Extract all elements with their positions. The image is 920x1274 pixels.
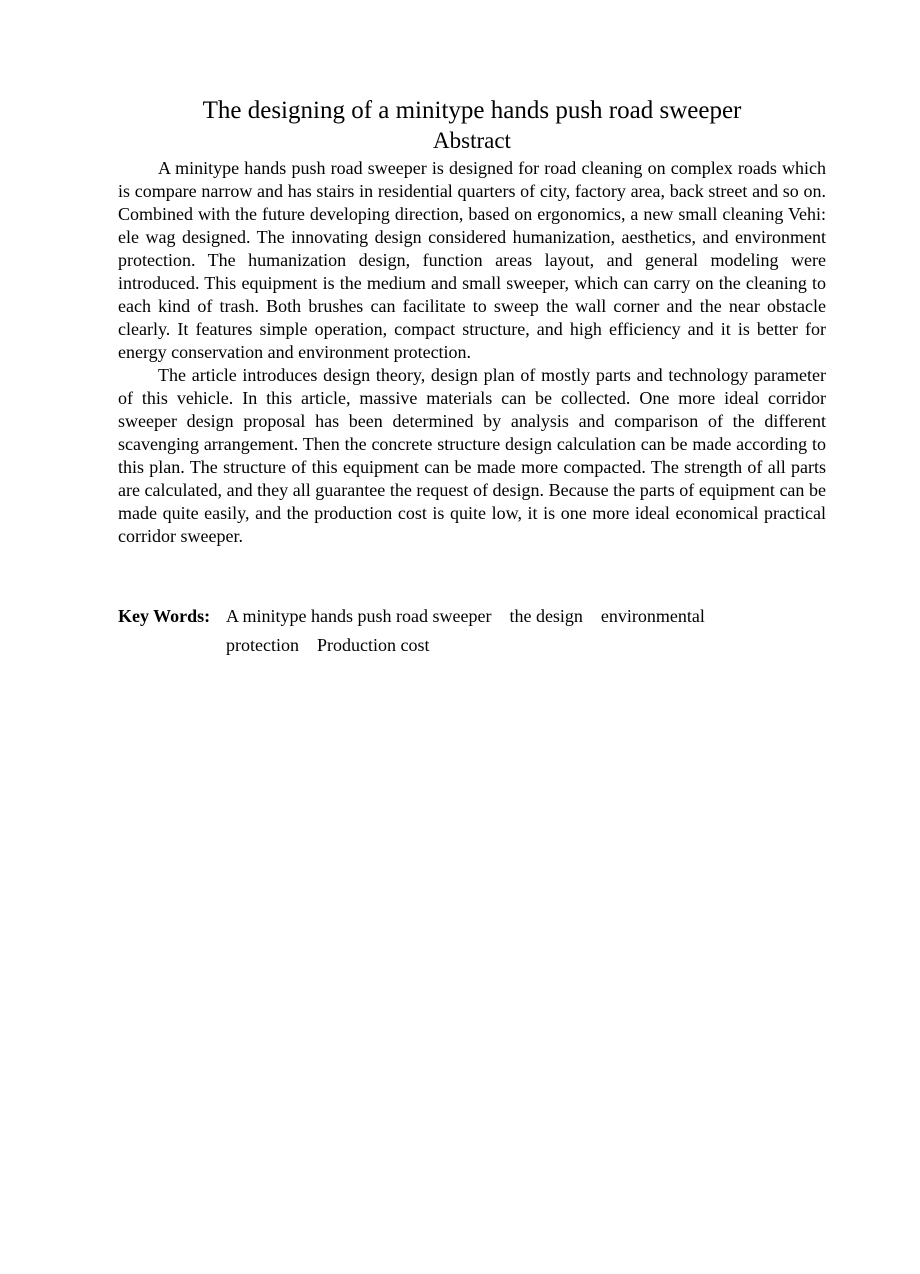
abstract-heading: Abstract <box>433 128 511 153</box>
abstract-section <box>118 96 826 548</box>
abstract-paragraph-2: The article introduces design theory, design plan of mostly parts and technology parameter of this vehicle. In this article, massive materials can be collected. One more ideal corridor sweeper design proposal has been determined by analysis and comparison of the different scavenging arrangement. Then the concrete structure design calculation can be made according to this plan. The structure of this equipment can be made more compacted. The strength of all parts are calculated, and they all guarantee the request of design. Because the parts of equipment can be made quite easily, and the production cost is quite low, it is one more ideal economical practical corridor sweeper. <box>118 365 826 546</box>
abstract-paragraph-1: A minitype hands push road sweeper is designed for road cleaning on complex roads which is compare narrow and has stairs in residential quarters of city, factory area, back street and so on. Combined with the future developing direction, based on ergonomics, a new small cleaning Vehi: ele wag designed. The innovating design considered humanization, aesthetics, and environment protection. The humanization design, function areas layout, and general modeling were introduced. This equipment is the medium and small sweeper, which can carry on the cleaning to each kind of trash. Both brushes can facilitate to sweep the wall corner and the near obstacle clearly. It features simple operation, compact structure, and high efficiency and it is better for energy conservation and environment protection. <box>118 158 826 362</box>
keywords-text-1: A minitype hands push road sweeper the design environmental <box>226 606 705 626</box>
keywords-text-2: protection Production cost <box>226 635 430 655</box>
document-title: The designing of a minitype hands push road sweeper <box>202 97 742 124</box>
keywords-label: Key Words: <box>118 606 211 626</box>
keywords-line-2 <box>118 631 826 660</box>
keywords-block <box>118 602 826 660</box>
keywords-line-1 <box>118 602 826 631</box>
